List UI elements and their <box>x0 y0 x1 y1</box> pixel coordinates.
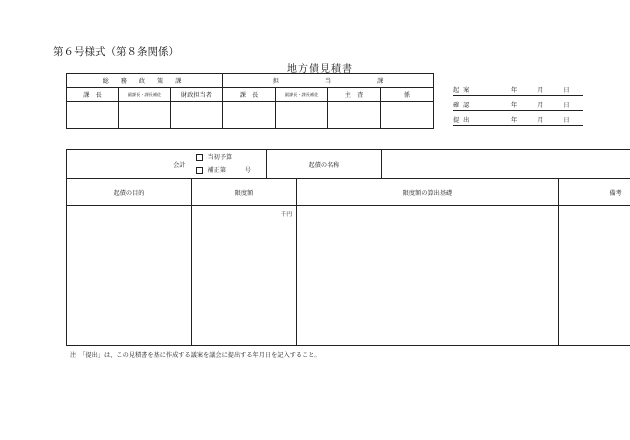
bond-name-label: 起債の名称 <box>267 150 382 179</box>
role-senior-staff: 主 査 <box>328 88 381 102</box>
footnote: 注 「提出」は、この見積書を基に作成する議案を議会に提出する年月日を記入すること。 <box>70 352 321 359</box>
checkbox-icon[interactable] <box>196 154 203 161</box>
group-responsible-section: 担 当 課 <box>223 74 434 88</box>
budget-options <box>192 150 267 179</box>
stamp-box[interactable] <box>381 102 434 129</box>
header-limit: 限度額 <box>192 179 297 206</box>
purpose-field[interactable] <box>67 206 192 346</box>
header-remarks: 備考 <box>559 179 630 206</box>
date-row-submit[interactable]: 提 出 年 月 日 <box>453 111 583 126</box>
checkbox-icon[interactable] <box>196 167 203 174</box>
stamp-box[interactable] <box>67 102 119 129</box>
bond-name-field[interactable] <box>382 150 630 179</box>
basis-field[interactable] <box>297 206 559 346</box>
stamp-box[interactable] <box>328 102 381 129</box>
role-chief-2: 課 長 <box>223 88 276 102</box>
date-row-confirm[interactable]: 確 認 年 月 日 <box>453 96 583 111</box>
stamp-box[interactable] <box>171 102 223 129</box>
unit-label: 千円 <box>280 212 292 218</box>
limit-field[interactable] <box>192 206 297 346</box>
option-supplementary-budget[interactable]: 補正第 号 <box>192 164 267 177</box>
role-finance-officer: 財政担当者 <box>171 88 223 102</box>
account-label: 会計 <box>67 150 192 179</box>
form-number: 第６号様式（第８条関係） <box>53 46 179 58</box>
approval-table <box>66 73 434 129</box>
stamp-box[interactable] <box>276 102 328 129</box>
role-staff: 係 <box>381 88 434 102</box>
document-title: 地方債見積書 <box>287 64 353 75</box>
date-block <box>453 81 583 126</box>
role-chief: 課 長 <box>67 88 119 102</box>
date-row-draft[interactable]: 起 案 年 月 日 <box>453 81 583 96</box>
option-initial-budget[interactable]: 当初予算 <box>192 151 267 164</box>
stamp-box[interactable] <box>223 102 276 129</box>
group-general-affairs: 総 務 政 策 課 <box>67 74 223 88</box>
header-basis: 限度額の算出基礎 <box>297 179 559 206</box>
stamp-box[interactable] <box>119 102 171 129</box>
header-purpose: 起債の目的 <box>67 179 192 206</box>
remarks-field[interactable] <box>559 206 630 346</box>
role-deputy-chief-2: 副課長・課長補佐 <box>276 88 328 102</box>
estimate-table <box>66 149 630 346</box>
role-deputy-chief: 副課長・課長補佐 <box>119 88 171 102</box>
